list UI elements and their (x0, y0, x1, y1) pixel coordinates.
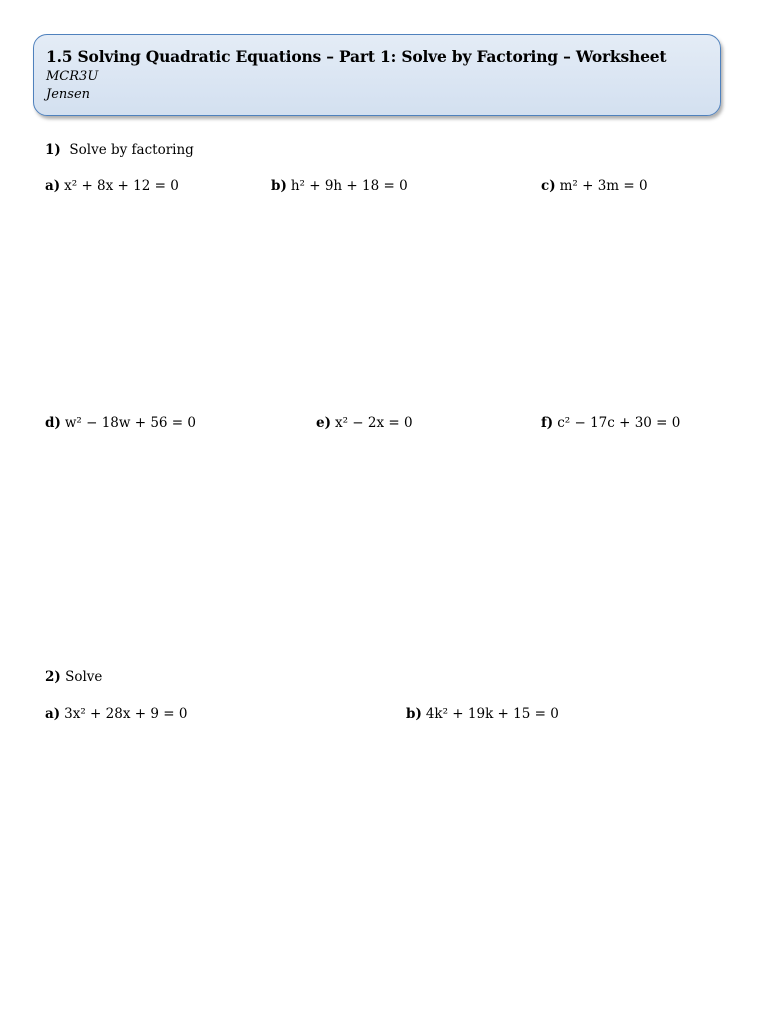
question-instruction: Solve by factoring (69, 142, 194, 158)
problem-letter: a) (45, 178, 61, 194)
worksheet-title: 1.5 Solving Quadratic Equations – Part 1: Solve by Factoring – Worksheet (46, 47, 667, 66)
question-number: 2) (45, 669, 61, 685)
problem-1b (271, 178, 408, 194)
problem-equation: 3x² + 28x + 9 = 0 (64, 706, 188, 722)
problem-letter: b) (406, 706, 422, 722)
problem-letter: c) (541, 178, 556, 194)
question-1-heading (45, 142, 194, 158)
problem-1e (316, 415, 413, 431)
problem-1f (541, 415, 680, 431)
problem-equation: 4k² + 19k + 15 = 0 (425, 706, 559, 722)
question-number: 1) (45, 142, 61, 158)
teacher-name: Jensen (46, 87, 91, 102)
problem-letter: a) (45, 706, 61, 722)
problem-1a (45, 178, 179, 194)
course-code: MCR3U (46, 69, 99, 84)
problem-letter: f) (541, 415, 554, 431)
problem-letter: d) (45, 415, 61, 431)
problem-equation: w² − 18w + 56 = 0 (64, 415, 196, 431)
problem-equation: x² − 2x = 0 (334, 415, 413, 431)
problem-2b (406, 706, 559, 722)
problem-1c (541, 178, 648, 194)
problem-equation: h² + 9h + 18 = 0 (290, 178, 408, 194)
problem-letter: e) (316, 415, 331, 431)
problem-equation: x² + 8x + 12 = 0 (64, 178, 179, 194)
question-instruction: Solve (65, 669, 103, 685)
problem-equation: m² + 3m = 0 (559, 178, 648, 194)
worksheet-header (33, 34, 721, 116)
problem-1d (45, 415, 196, 431)
question-2-heading (45, 669, 102, 685)
problem-2a (45, 706, 187, 722)
problem-equation: c² − 17c + 30 = 0 (557, 415, 681, 431)
problem-letter: b) (271, 178, 287, 194)
